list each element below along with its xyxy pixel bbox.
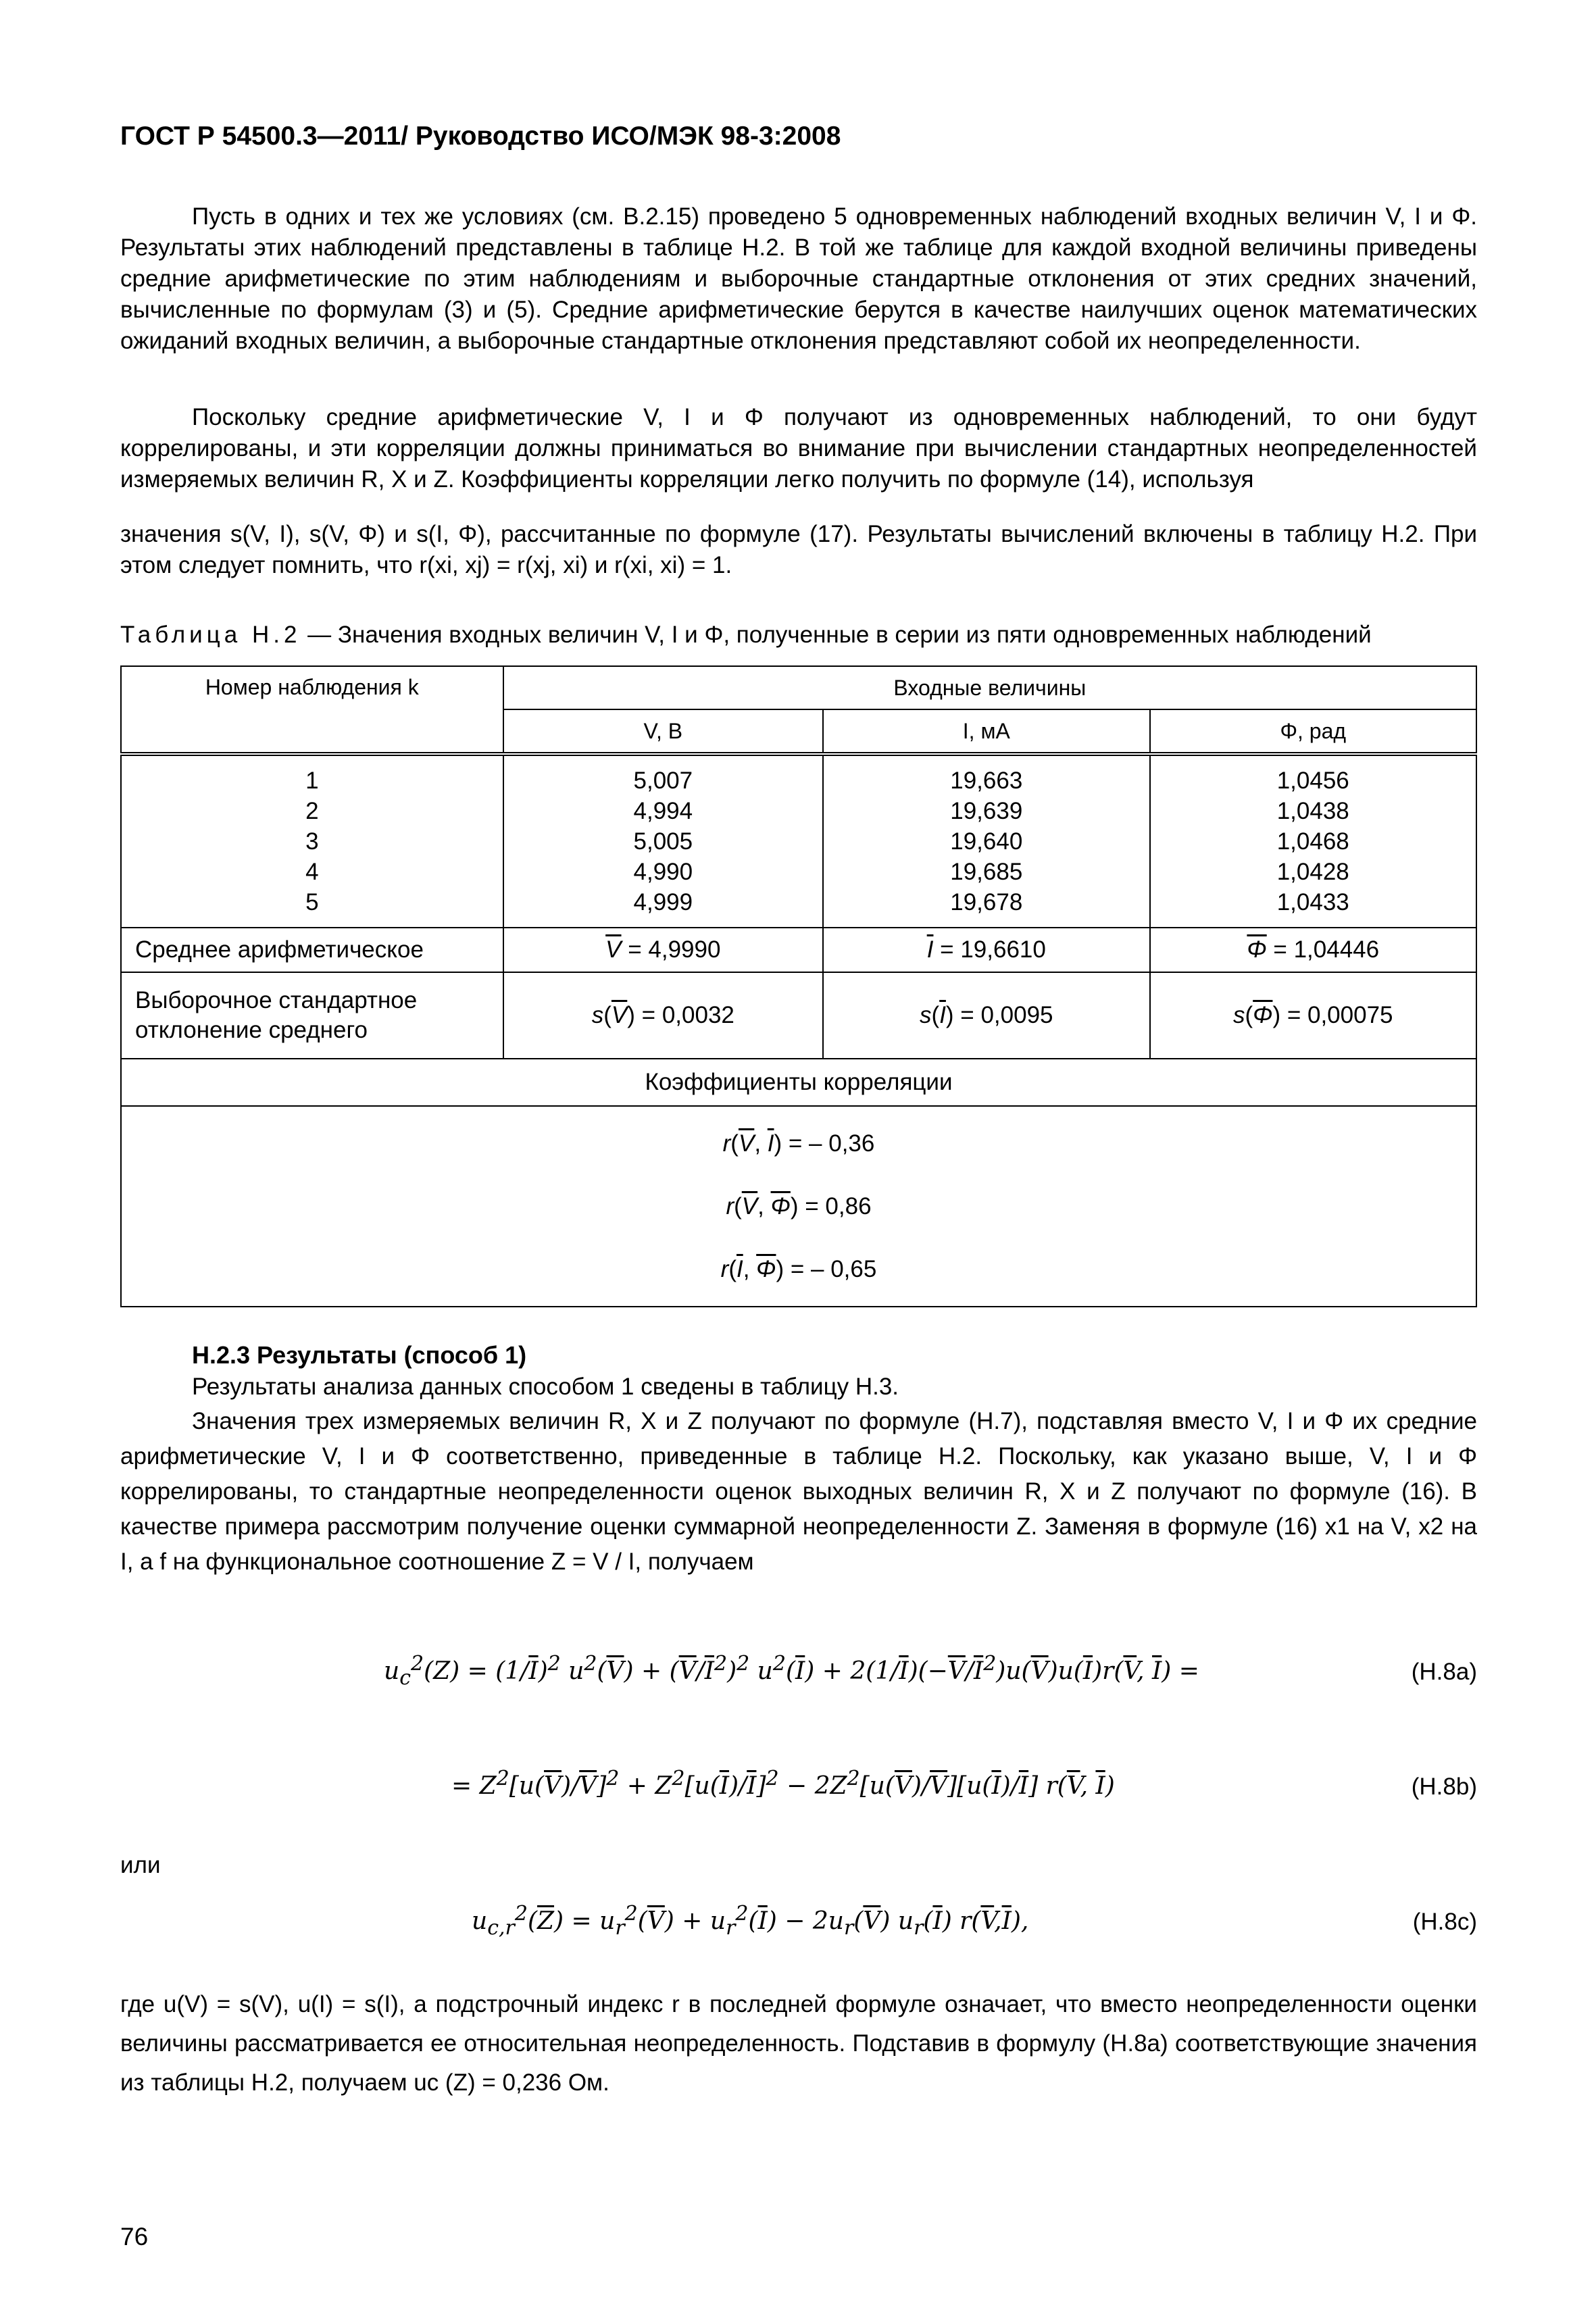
corr-i-phi: $r(\overline{I}$, $\overline{\Phi}$) = – 0,65: [720, 1256, 877, 1282]
sd-i: $s(\overline{I}) = 0,0095$: [823, 972, 1149, 1059]
paragraph-2a: Поскольку средние арифметические V, I и Φ получают из одновременных наблюдений, то они будут коррелированы, и эти корреляции должны приниматься во внимание при вычислении стандартных неопределенностей измеряемых величин R, X и Z. Коэффициенты корреляции легко получить по формуле (14), используя: [120, 404, 1477, 493]
mean-v: $\overline{V} = 4,9990$: [503, 928, 823, 972]
paragraph-2b: значения s(V, I), s(V, Φ) и s(I, Φ), рассчитанные по формуле (17). Результаты вычислений включены в таблицу Н.2. При этом следует помнить, что r(xi, xj) = r(xj, xi) и r(xi, xi) = 1.: [120, 521, 1477, 578]
mean-phi: $\overline{\Phi} = 1,04446$: [1150, 928, 1476, 972]
equation-h8c: [120, 1895, 1477, 1976]
mean-i: $\overline{I} = 19,6610$: [823, 928, 1149, 972]
section-text-3: где u(V) = s(V), u(I) = s(I), а подстрочный индекс r в последней формуле означает, что вместо неопределенности оценки величины рассматривается ее относительная неопределенность. Подставив в формулу (Н.8а) соответствующие значения из таблицы Н.2, получаем uc (Z) = 0,236 Ом.: [120, 1991, 1477, 2096]
header-inputs: Входные величины: [503, 666, 1476, 709]
correlation-values: [121, 1106, 1476, 1307]
header-phi: Φ, рад: [1150, 709, 1476, 754]
equation-h8c-body: $u_{c,r}^2(\overline{Z}) = u_r^2(\overline{V}) + u_r^2(\overline{I}) - 2u_r(\overline{V})$ $u_r(\overline{I})$ $r(\overline{V},\overline{I})$,: [472, 1902, 1029, 1940]
phi-values: 1,0456 1,0438 1,0468 1,0428 1,0433: [1150, 754, 1476, 928]
sd-v: $s(\overline{V}) = 0,0032$: [503, 972, 823, 1059]
equation-h8a-body: $u_c^2(Z) = (1/\overline{I})^2$ $u^2(\overline{V}) + (\overline{V}/\overline{I}^2)^2$ $u^2(\overline{I}) + 2(1/\overline{I})(-\overline{V}/\overline{I}^2)u(\overline{V})u(\overline{I})r(\overline{V}$, $\overline{I}$) =: [384, 1652, 1199, 1690]
sd-phi: $s(\overline{\Phi}) = 0,00075$: [1150, 972, 1476, 1059]
observations-table: [120, 665, 1477, 1307]
page-number: 76: [120, 2223, 149, 2250]
section-text-2: Значения трех измеряемых величин R, X и Z получают по формуле (Н.7), подставляя вместо V, I и Φ их средние арифметические V, I и Φ соответственно, приведенные в таблице Н.2. Поскольку, как указано выше, V, I и Φ коррелированы, то стандартные неопределенности оценок выходных величин R, X и Z получают по формуле (16). В качестве примера рассмотрим получение оценки суммарной неопределенности Z. Заменяя в формуле (16) x1 на V, x2 на I, а f на функциональное соотношение Z = V / I, получаем: [120, 1408, 1477, 1575]
corr-v-i: $r(\overline{V}$, $\overline{I}$) = – 0,36: [722, 1130, 875, 1157]
header-v: V, В: [503, 709, 823, 754]
table-caption: [120, 622, 1477, 649]
v-values: 5,007 4,994 5,005 4,990 4,999: [503, 754, 823, 928]
equation-h8a-number: (Н.8a): [1411, 1659, 1477, 1685]
i-values: 19,663 19,639 19,640 19,685 19,678: [823, 754, 1149, 928]
equation-h8b: [120, 1753, 1477, 1834]
document-header: ГОСТ Р 54500.3—2011/ Руководство ИСО/МЭК 98-3:2008: [120, 122, 841, 151]
sd-label: Выборочное стандартное отклонение среднего: [121, 972, 503, 1059]
mean-label: Среднее арифметическое: [121, 928, 503, 972]
observation-numbers: 1 2 3 4 5: [121, 754, 503, 928]
correlation-header: Коэффициенты корреляции: [121, 1059, 1476, 1106]
header-i: I, мА: [823, 709, 1149, 754]
table-caption-text: — Значения входных величин V, I и Φ, полученные в серии из пяти одновременных наблюдений: [301, 622, 1372, 648]
header-observation-number: Номер наблюдения k: [121, 666, 503, 754]
equation-h8b-body: = $Z^2[u(\overline{V})/\overline{V}]^2 + Z^2[u(\overline{I})/\overline{I}]^2 - 2Z^2[u(\overline{V})/\overline{V}][u(\overline{I})/\overline{I}]$ $r(\overline{V}$, $\overline{I}$): [451, 1767, 1115, 1800]
paragraph-1: Пусть в одних и тех же условиях (см. В.2.15) проведено 5 одновременных наблюдений входных величин V, I и Φ. Результаты этих наблюдений представлены в таблице Н.2. В той же таблице для каждой входной величины приведены средние арифметические по этим наблюдениям и выборочные стандартные отклонения от этих средних значений, вычисленные по формулам (3) и (5). Средние арифметические берутся в качестве наилучших оценок математических ожиданий входных величин, а выборочные стандартные отклонения представляют собой их неопределенности.: [120, 203, 1477, 354]
corr-v-phi: $r(\overline{V}$, $\overline{\Phi}) = 0,86$: [726, 1193, 872, 1219]
table-caption-prefix: Таблица Н.2: [120, 622, 301, 648]
or-text: или: [120, 1852, 161, 1878]
equation-h8a: [120, 1638, 1477, 1719]
section-text-1: Результаты анализа данных способом 1 сведены в таблицу Н.3.: [192, 1374, 899, 1400]
equation-h8b-number: (Н.8b): [1411, 1774, 1477, 1800]
section-title: Н.2.3 Результаты (способ 1): [192, 1341, 527, 1369]
equation-h8c-number: (Н.8c): [1412, 1909, 1477, 1935]
